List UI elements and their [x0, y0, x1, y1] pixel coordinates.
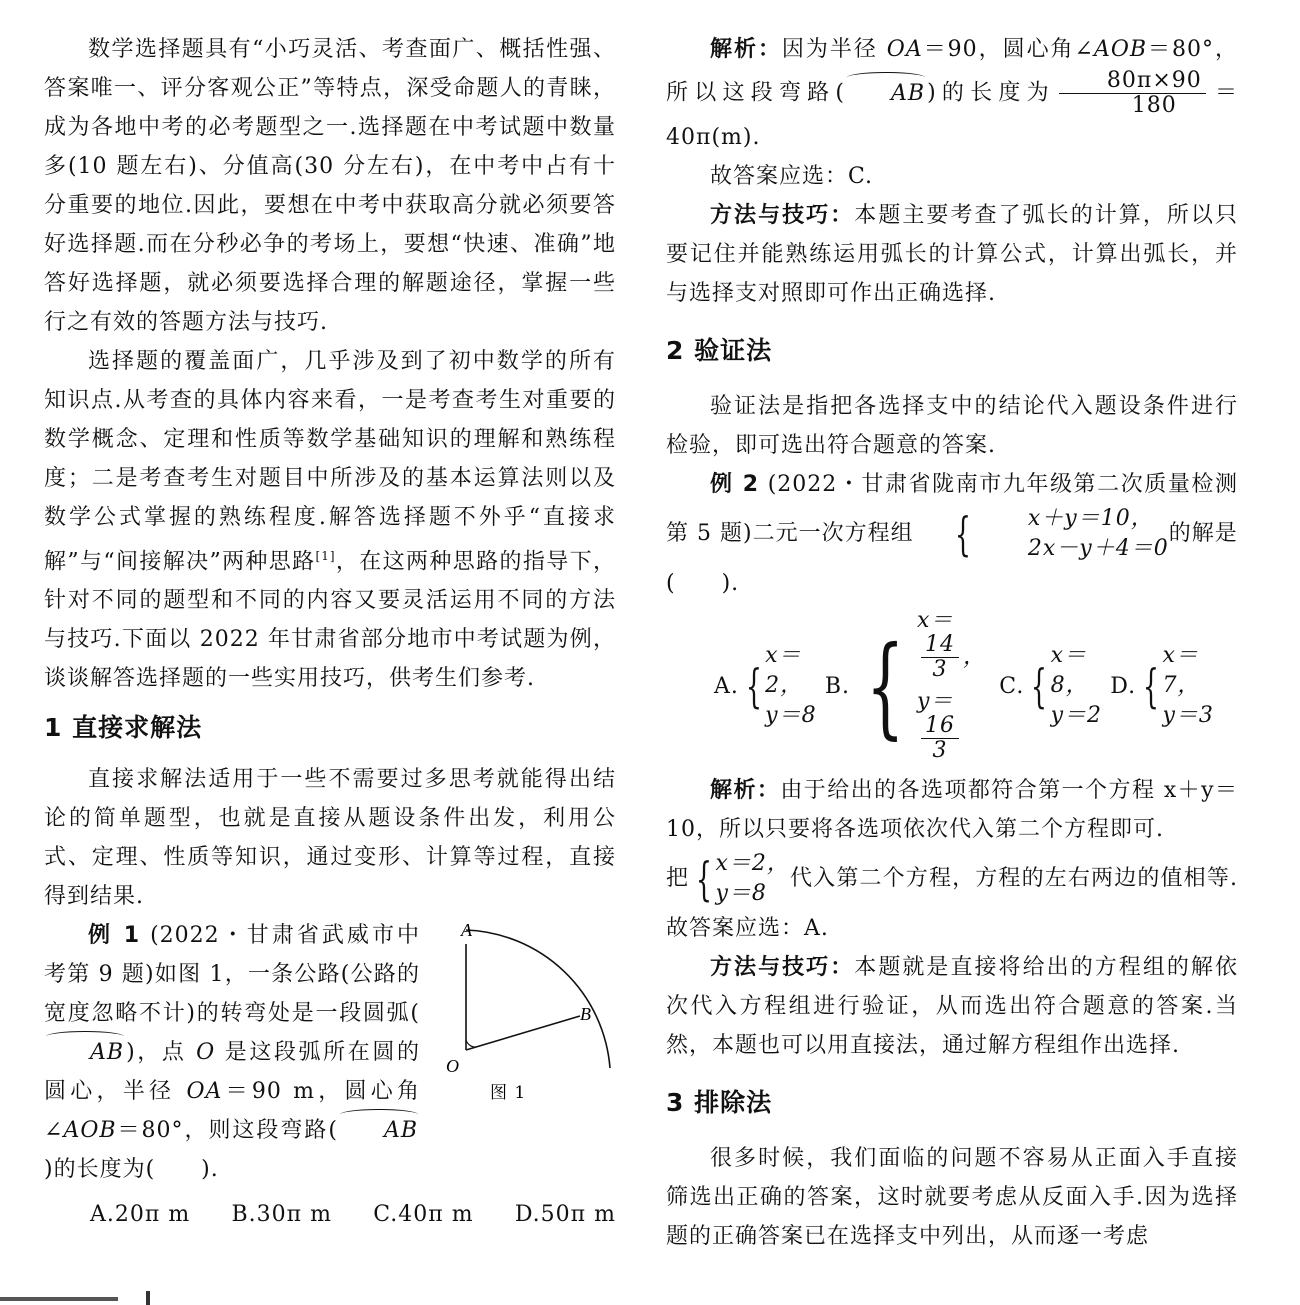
example-1-block [44, 916, 616, 1189]
citation-ref: [1] [315, 549, 336, 563]
section-3-heading: 3 排除法 [666, 1088, 773, 1117]
figure-1 [420, 916, 616, 1189]
tip-2-label: 方法与技巧： [710, 955, 855, 980]
left-column [44, 30, 616, 1234]
option-b: B.30π m [231, 1202, 332, 1228]
section-1-paragraph: 直接求解法适用于一些不需要过多思考就能得出结论的简单题型，也就是直接从题设条件出发，利用公式、定理、性质等知识，通过变形、计算等过程，直接得到结果. [44, 767, 616, 910]
equation-system: { x＋y＝10， 2x－y＋4＝0 [954, 506, 1169, 561]
solution-2-continued: 把 { x＝2， y＝8 代入第二个方程，方程的左右两边的值相等.故答案应选：A. [666, 851, 1238, 941]
footer-rule [0, 1297, 118, 1301]
tip-1: 方法与技巧：本题主要考查了弧长的计算，所以只要记住并能熟练运用弧长的计算公式，计算出弧长，并与选择支对照即可作出正确选择. [666, 203, 1238, 306]
radius-ob [466, 1016, 580, 1050]
road-arc [466, 930, 610, 1068]
option-a: A.20π m [90, 1202, 191, 1228]
section-1-heading: 1 直接求解法 [44, 713, 203, 743]
arc-ab: AB [845, 74, 927, 113]
option-b: B. { x＝ $\frac{14}{3}$ ， y＝ $\frac{16}{3}$ [824, 608, 987, 763]
option-d: D.50π m [514, 1202, 616, 1228]
example-1-text: 例 1 (2022・甘肃省武威市中考第 9 题)如图 1，一条公路(公路的宽度忽略不计)的转弯处是一段圆弧(AB)，点 O 是这段弧所在圆的圆心，半径 OA＝90 m，圆心角∠AOB＝80°，则这段弯路( AB)的长度为( ). [44, 923, 421, 1183]
option-d: D. { x＝7， y＝3 [1110, 643, 1214, 728]
angle-mark [466, 1040, 476, 1047]
example-2: 例 2 (2022・甘肃省陇南市九年级第二次质量检测第 5 题)二元一次方程组 { x＋y＝10， 2x－y＋4＝0 的解是 [666, 465, 1238, 564]
example-1-label: 例 1 [88, 923, 141, 949]
label-b: B [580, 1004, 592, 1025]
solution-1-label: 解析： [710, 37, 782, 62]
tip-1-label: 方法与技巧： [710, 203, 855, 228]
example-2-blank: ( ). [666, 571, 740, 596]
label-a: A [461, 920, 473, 941]
intro-paragraph-2: 选择题的覆盖面广，几乎涉及到了初中数学的所有知识点.从考查的具体内容来看，一是考查考生对重要的数学概念、定理和性质等数学基础知识的理解和熟练程度；二是考查考生对题目中所涉及的基本运算法则以及数学公式掌握的熟练程度.解答选择题不外乎“直接求解”与“间接解决”两种思路[1]，在这两种思路的指导下，针对不同的题型和不同的内容又要灵活运用不同的方法与技巧.下面以 2022 年甘肃省部分地市中考试题为例，谈谈解答选择题的一些实用技巧，供考生们参考. [44, 349, 616, 692]
example-2-label: 例 2 [710, 472, 760, 497]
arc-diagram [420, 916, 616, 1106]
example-1-options [44, 1195, 616, 1234]
arc-ab: AB [338, 1111, 420, 1150]
solution-1-answer: 故答案应选：C. [710, 164, 874, 189]
footer-tick [146, 1291, 150, 1305]
section-3-paragraph: 很多时候，我们面临的问题不容易从正面入手直接筛选出正确的答案，这时就要考虑从反面入手.因为选择题的正确答案已在选择支中列出，从而逐一考虑 [666, 1146, 1238, 1249]
right-column [666, 30, 1238, 1256]
tip-2: 方法与技巧：本题就是直接将给出的方程组的解依次代入方程组进行验证，从而选出符合题意的答案.当然，本题也可以用直接法，通过解方程组作出选择. [666, 955, 1238, 1058]
intro-paragraph-1: 数学选择题具有“小巧灵活、考查面广、概括性强、答案唯一、评分客观公正”等特点，深受命题人的青睐，成为各地中考的必考题型之一.选择题在中考试题中数量多(10 题左右)、分值高(30 分左右)，在中考中占有十分重要的地位.因此，要想在中考中获取高分就必须要答好选择题.而在分秒必争的考场上，要想“快速、准确”地答好选择题，就必须要选择合理的解题途径，掌握一些行之有效的答题方法与技巧. [44, 37, 616, 335]
section-2-heading: 2 验证法 [666, 336, 773, 365]
solution-1: 解析：因为半径 OA＝90，圆心角∠AOB＝80°，所以这段弯路( AB)的长度为 $\frac{80\pi\times 90}{180}$ ＝40π(m). [666, 37, 1238, 150]
solution-2: 解析：由于给出的各选项都符合第一个方程 x＋y＝10，所以只要将各选项依次代入第二个方程即可. [666, 778, 1238, 842]
arc-ab: AB [44, 1033, 126, 1072]
section-2-paragraph: 验证法是指把各选择支中的结论代入题设条件进行检验，即可选出符合题意的答案. [666, 394, 1238, 458]
option-a: A. { x＝2， y＝8 [714, 643, 817, 728]
arc-length-fraction: $\frac{80\pi\times 90}{180}$ [1059, 69, 1206, 118]
label-o: O [446, 1056, 460, 1077]
option-c: C. { x＝8， y＝2 [999, 643, 1103, 728]
figure-caption: 图 1 [490, 1083, 527, 1104]
option-c: C.40π m [373, 1202, 474, 1228]
solution-2-label: 解析： [710, 778, 781, 803]
example-2-options [666, 603, 1238, 771]
